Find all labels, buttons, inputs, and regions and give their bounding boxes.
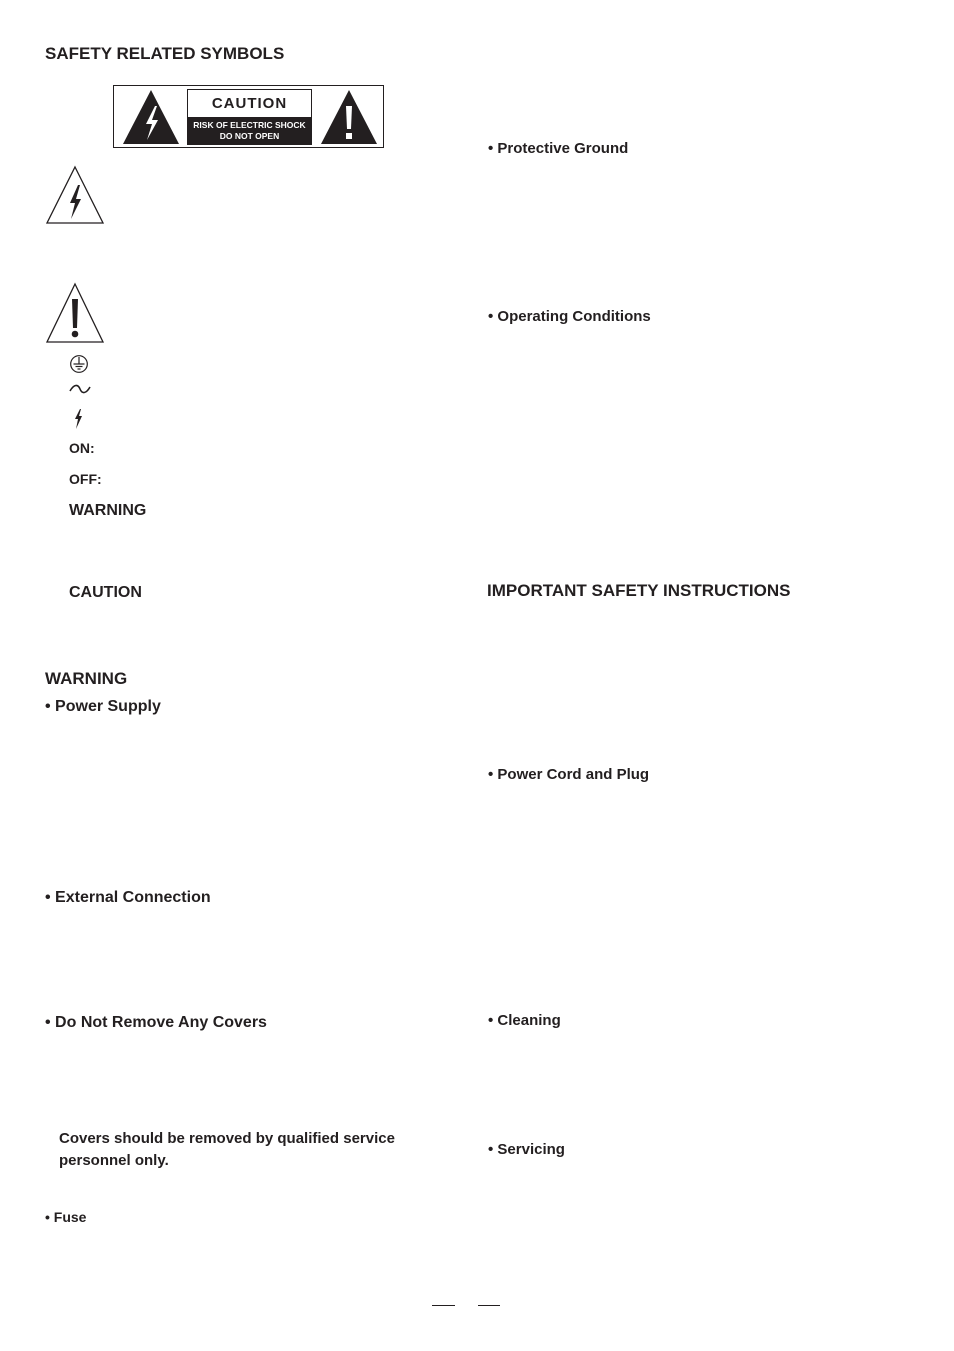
exclamation-triangle-icon (45, 282, 105, 344)
lightning-warning-icon (121, 88, 181, 146)
bullet-external-connection: • External Connection (45, 889, 211, 906)
bullet-servicing: • Servicing (488, 1141, 565, 1158)
bullet-power-supply: • Power Supply (45, 698, 161, 715)
caution-label-graphic (113, 85, 384, 148)
caution-panel (187, 89, 312, 145)
bullet-protective-ground: • Protective Ground (488, 140, 629, 157)
footer-rule-left (432, 1305, 455, 1306)
bullet-fuse: • Fuse (45, 1209, 87, 1225)
lightning-triangle-icon (45, 165, 105, 225)
exclamation-warning-icon (319, 88, 379, 146)
symbol-off-label: OFF: (69, 471, 102, 487)
bullet-do-not-remove-covers: • Do Not Remove Any Covers (45, 1014, 267, 1031)
symbol-on-label: ON: (69, 440, 95, 456)
symbol-warning-label: WARNING (69, 502, 147, 519)
bullet-cleaning: • Cleaning (488, 1012, 561, 1029)
footer-rule-right (478, 1305, 500, 1306)
bullet-operating-conditions: • Operating Conditions (488, 308, 651, 325)
caution-panel-line2: DO NOT OPEN (219, 131, 280, 141)
symbol-caution-label: CAUTION (69, 584, 142, 601)
caution-panel-title: CAUTION (211, 95, 288, 112)
important-safety-instructions-heading: IMPORTANT SAFETY INSTRUCTIONS (487, 581, 791, 600)
caution-panel-line1: RISK OF ELECTRIC SHOCK (193, 120, 306, 130)
alternating-current-icon (68, 382, 92, 396)
bullet-power-cord-and-plug: • Power Cord and Plug (488, 766, 650, 783)
protective-ground-icon (69, 354, 89, 374)
caution-panel-strip (188, 117, 311, 144)
warning-heading: WARNING (45, 669, 128, 688)
section-title-safety-symbols: SAFETY RELATED SYMBOLS (45, 44, 285, 63)
covers-note: Covers should be removed by qualified service personnel only. (59, 1130, 395, 1169)
hazardous-voltage-icon (73, 408, 85, 430)
